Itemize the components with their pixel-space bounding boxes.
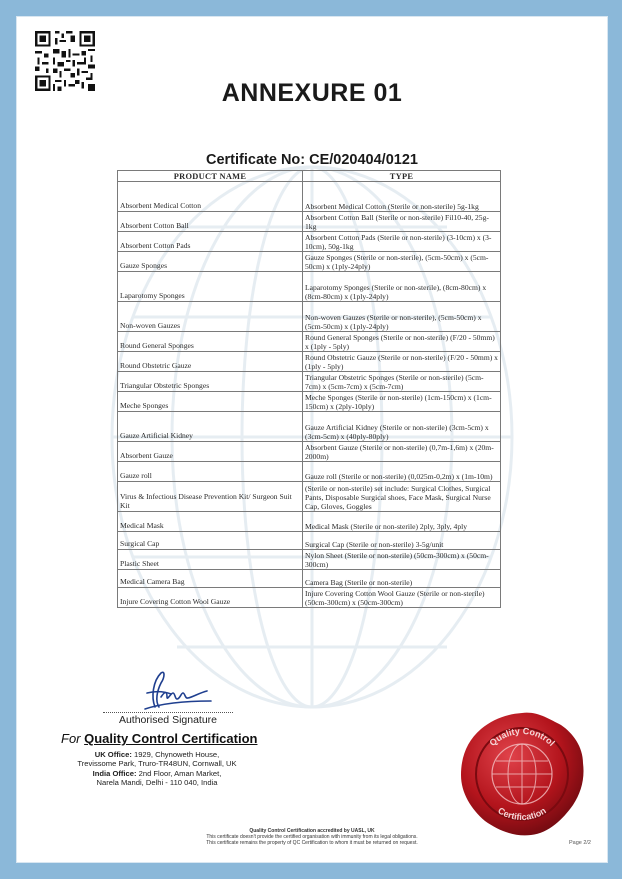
table-row [118,182,501,212]
product-type-cell: Gauze Sponges (Sterile or non-sterile), (5cm-50cm) x (5cm-50cm) x (1ply-24ply) [303,252,501,272]
table-row [118,462,501,482]
product-name-cell: Medical Camera Bag [118,570,303,588]
uk-office-label: UK Office: [94,750,132,759]
product-name-cell: Gauze Artificial Kidney [118,412,303,442]
product-type-cell: Triangular Obstetric Sponges (Sterile or non-sterile) (5cm-7cm) x (5cm-7cm) x (5cm-7cm) [303,372,501,392]
seal-text-top: Quality Control [487,725,557,748]
product-name-cell: Absorbent Medical Cotton [118,182,303,212]
table-row [118,482,501,512]
table-row [118,302,501,332]
table-row [118,212,501,232]
product-type-cell: Absorbent Cotton Ball (Sterile or non-sterile) Fil10-40, 25g-1kg [303,212,501,232]
product-name-cell: Virus & Infectious Disease Prevention Kit/ Surgeon Suit Kit [118,482,303,512]
product-type-cell: Meche Sponges (Sterile or non-sterile) (1cm-150cm) x (1cm-150cm) x (2ply-10ply) [303,392,501,412]
product-type-cell: Non-woven Gauzes (Sterile or non-sterile), (5cm-50cm) x (5cm-50cm) x (1ply-24ply) [303,302,501,332]
header-type: TYPE [303,171,501,182]
table-row [118,332,501,352]
table-row [118,550,501,570]
product-type-cell: Nylon Sheet (Sterile or non-sterile) (50cm-300cm) x (50cm-300cm) [303,550,501,570]
table-row [118,372,501,392]
product-type-cell: Injure Covering Cotton Wool Gauze (Sterile or non-sterile) (50cm-300cm) x (50cm-300cm) [303,588,501,608]
table-row [118,392,501,412]
table-row [118,232,501,252]
product-type-cell: Laparotomy Sponges (Sterile or non-sterile), (8cm-80cm) x (8cm-80cm) x (1ply-24ply) [303,272,501,302]
certificate-number: Certificate No: CE/020404/0121 [206,152,418,168]
footer-line1: Quality Control Certification accredited by UASL, UK [249,828,375,834]
product-type-cell: Absorbent Cotton Pads (Sterile or non-sterile) (3-10cm) x (3-10cm), 50g-1kg [303,232,501,252]
header-product-name: PRODUCT NAME [118,171,303,182]
office-addresses [57,750,257,787]
footer-notice [17,829,607,846]
product-type-cell: Camera Bag (Sterile or non-sterile) [303,570,501,588]
uk-office-line2: Trevissome Park, Truro-TR48UN, Cornwall, UK [77,759,237,769]
india-office-line2: Narela Mandi, Delhi - 110 040, India [96,777,218,787]
product-name-cell: Absorbent Cotton Pads [118,232,303,252]
product-name-cell: Plastic Sheet [118,550,303,570]
table-header-row [118,171,501,182]
footer-line2: This certificate doesn't provide the certified organisation with immunity from its legal obligations. [206,833,418,840]
product-type-cell: Medical Mask (Sterile or non-sterile) 2ply, 3ply, 4ply [303,512,501,532]
product-type-cell: Gauze Artificial Kidney (Sterile or non-sterile) (3cm-5cm) x (3cm-5cm) x (40ply-80ply) [303,412,501,442]
page-number: Page 2/2 [568,840,591,846]
product-name-cell: Absorbent Gauze [118,442,303,462]
product-name-cell: Meche Sponges [118,392,303,412]
signature-line [103,712,233,713]
table-row [118,352,501,372]
table-row [118,272,501,302]
product-type-cell: Absorbent Gauze (Sterile or non-sterile) (0,7m-1,6m) x (20m-2000m) [303,442,501,462]
wax-seal-icon [457,709,587,839]
india-office-line1: 2nd Floor, Aman Market, [138,768,222,778]
table-row [118,588,501,608]
product-type-cell: Round General Sponges (Sterile or non-sterile) (F/20 - 50mm) x (1ply - 5ply) [303,332,501,352]
for-prefix: For [61,731,81,746]
issuer-line [61,731,257,746]
issuer-name: Quality Control Certification [84,731,258,746]
product-name-cell: Absorbent Cotton Ball [118,212,303,232]
authorised-signature-label: Authorised Signature [118,714,218,726]
product-name-cell: Round General Sponges [118,332,303,352]
product-type-cell: Absorbent Medical Cotton (Sterile or non-sterile) 5g-1kg [303,182,501,212]
footer-line3: This certificate remains the property of QC Certification to whom it must be returned on request. [206,839,418,846]
product-table [117,170,501,608]
table-row [118,570,501,588]
product-type-cell: Surgical Cap (Sterile or non-sterile) 3-5g/unit [303,532,501,550]
table-row [118,252,501,272]
product-type-cell: (Sterile or non-sterile) set include: Surgical Clothes, Surgical Pants, Disposable Surgical shoes, Face Mask, Surgical Nurse Cap, Gloves, Goggles [303,482,501,512]
product-name-cell: Gauze roll [118,462,303,482]
product-name-cell: Injure Covering Cotton Wool Gauze [118,588,303,608]
product-name-cell: Round Obstetric Gauze [118,352,303,372]
certificate-page [16,16,608,863]
uk-office-line1: 1929, Chynoweth House, [133,750,220,759]
table-row [118,412,501,442]
product-name-cell: Non-woven Gauzes [118,302,303,332]
table-row [118,532,501,550]
table-row [118,442,501,462]
product-type-cell: Gauze roll (Sterile or non-sterile) (0,025m-0,2m) x (1m-10m) [303,462,501,482]
table-row [118,512,501,532]
signature-scribble-icon [103,667,233,715]
product-type-cell: Round Obstetric Gauze (Sterile or non-sterile) (F/20 - 50mm) x (1ply - 5ply) [303,352,501,372]
product-name-cell: Medical Mask [118,512,303,532]
annexure-title: ANNEXURE 01 [221,79,403,107]
product-name-cell: Triangular Obstetric Sponges [118,372,303,392]
product-name-cell: Surgical Cap [118,532,303,550]
product-name-cell: Gauze Sponges [118,252,303,272]
india-office-label: India Office: [92,768,137,778]
product-name-cell: Laparotomy Sponges [118,272,303,302]
seal-text-bottom: Certification [496,805,548,823]
